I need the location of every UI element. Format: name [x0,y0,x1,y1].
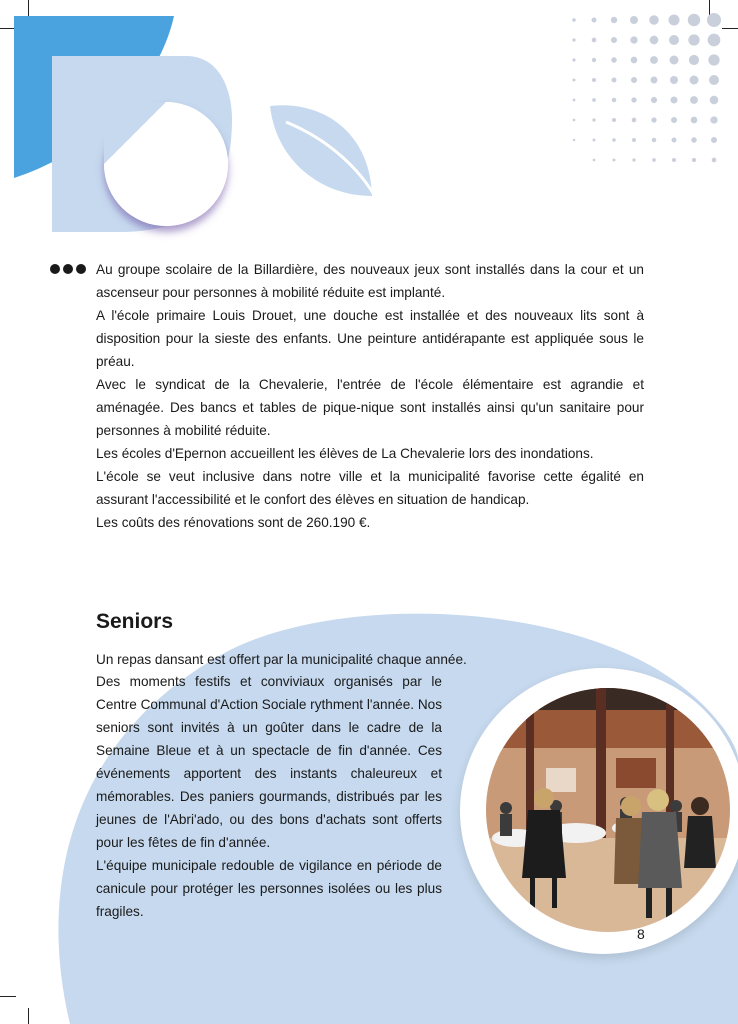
pattern-dot [612,78,617,83]
pattern-dot [632,158,635,161]
pattern-dot [611,17,618,24]
pattern-dot [671,97,678,104]
pattern-dot [652,158,656,162]
pattern-dot [572,58,575,61]
pattern-dot [573,99,576,102]
pattern-dot [690,76,699,85]
page-number: 8 [637,926,645,942]
seniors-paragraph: L'équipe municipale redouble de vigilance en période de canicule pour protéger les personnes isolées ou les plus fragiles. [96,858,442,919]
bullet-dots [50,264,86,274]
pattern-dot [649,15,659,25]
pattern-dot [669,15,680,26]
pattern-dot [630,16,638,24]
intro-paragraph: Les coûts des rénovations sont de 260.190 €. [96,515,371,530]
pattern-dot [573,79,576,82]
intro-paragraph: L'école se veut inclusive dans notre ville et la municipalité favorise cette égalité en assurant l'accessibilité et le confort des élèves en situation de handicap. [96,469,644,507]
pattern-dot [707,13,721,27]
pattern-dot [593,139,596,142]
pattern-dot [671,117,677,123]
pattern-dot [611,37,617,43]
seniors-lead: Un repas dansant est offert par la municipalité chaque année. [96,652,467,667]
pattern-dot [592,118,595,121]
pattern-dot [670,76,678,84]
pattern-dot [612,98,617,103]
pattern-dot [632,118,637,123]
pattern-dot [592,58,596,62]
pattern-dot [592,78,596,82]
intro-paragraph: Au groupe scolaire de la Billardière, des nouveaux jeux sont installés dans la cour et un ascenseur pour personnes à mobilité réduite est implanté. [96,262,644,300]
intro-text [96,258,644,534]
pattern-dot [651,97,657,103]
pattern-dot [711,137,717,143]
intro-paragraph: Les écoles d'Epernon accueillent les élèves de La Chevalerie lors des inondations. [96,446,594,461]
pattern-dot [689,55,699,65]
pattern-dot [691,137,697,143]
seniors-event-photo [486,688,730,932]
pattern-dot [710,116,717,123]
pattern-dot [691,117,698,124]
pattern-dot [612,138,616,142]
pattern-dot [651,77,658,84]
pattern-dot [631,57,638,64]
pattern-dot [672,138,677,143]
pattern-dot [670,56,679,65]
pattern-dot [592,18,597,23]
seniors-paragraph: Des moments festifs et conviviaux organisés par le Centre Communal d'Action Sociale rythment l'année. Nos seniors sont invités à un goûter dans le cadre de la Semaine Bleue et à un spectacle de fin d'année. Ces événements apportent des instants chaleureux et mémorables. Des paniers gourmands, distribués par les jeunes de l'Abri'ado, ou des bons d'achats sont offerts pour les fêtes de fin d'année. [96,674,442,850]
pattern-dot [710,96,719,105]
pattern-dot [688,34,699,45]
pattern-dot [592,98,596,102]
bullet-dot [76,264,86,274]
pattern-dot [592,38,597,43]
pattern-dot [690,96,698,104]
pattern-dot [692,158,696,162]
bullet-dot [50,264,60,274]
pattern-dot [709,75,719,85]
pattern-dot [712,158,717,163]
seniors-text [96,670,442,923]
pattern-dot [651,117,656,122]
seniors-heading: Seniors [96,610,174,633]
pattern-dot [708,54,719,65]
intro-paragraph: Avec le syndicat de la Chevalerie, l'entrée de l'école élémentaire est agrandie et aménagée. Des bancs et tables de pique-nique sont installés ainsi qu'un sanitaire pour personnes à mobilité réduite. [96,377,644,438]
pattern-dot [688,14,701,27]
pattern-dot [632,138,636,142]
pattern-dot [631,97,636,102]
bullet-dot [63,264,73,274]
pattern-dot [573,119,576,122]
pattern-dot [573,139,576,142]
pattern-dot [708,34,721,47]
pattern-dot [672,158,676,162]
pattern-dot [572,18,576,22]
pattern-dot [572,38,575,41]
pattern-dot [669,35,679,45]
pattern-dot [611,57,617,63]
pattern-dot [593,159,596,162]
pattern-dot [650,56,658,64]
pattern-dot [612,118,616,122]
dot-pattern [540,0,738,180]
pattern-dot [630,36,637,43]
pattern-dot [652,138,657,143]
intro-paragraph: A l'école primaire Louis Drouet, une douche est installée et des nouveaux lits sont à disposition pour la sieste des enfants. Une peinture antidérapante est appliquée sous le préau. [96,308,644,369]
pattern-dot [631,77,637,83]
pattern-dot [650,36,659,45]
pattern-dot [613,159,616,162]
